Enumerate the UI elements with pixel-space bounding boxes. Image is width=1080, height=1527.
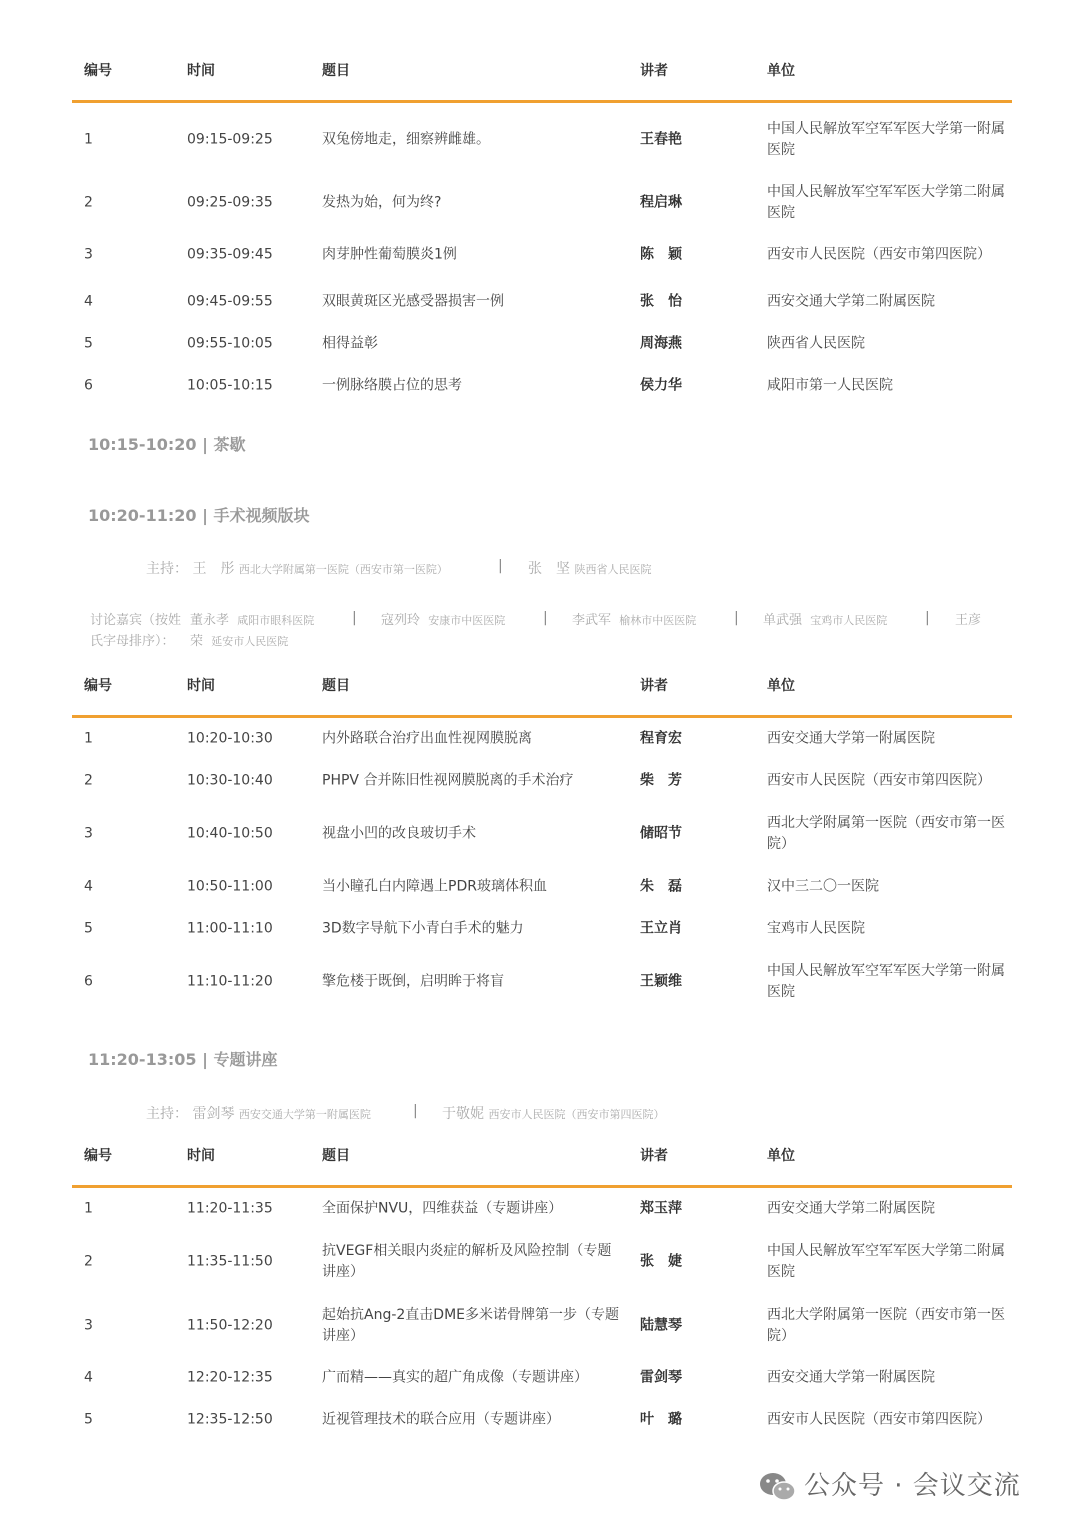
header-unit: 单位 <box>767 678 795 694</box>
row-time: 09:55-10:05 <box>187 335 273 352</box>
row-time: 11:20-11:35 <box>187 1200 273 1217</box>
header-topic: 题目 <box>322 678 350 694</box>
host-name: 张 坚 <box>528 561 570 577</box>
table-body <box>72 718 1012 1014</box>
table-row <box>72 103 1012 177</box>
table-row <box>72 229 1012 281</box>
table-row <box>72 365 1012 407</box>
row-topic: 内外路联合治疗出血性视网膜脱离 <box>322 730 532 747</box>
row-unit: 西北大学附属第一医院（西安市第一医院） <box>767 815 1005 852</box>
row-unit: 咸阳市第一人民医院 <box>767 377 893 394</box>
row-speaker: 雷剑琴 <box>640 1369 682 1386</box>
table-row <box>72 866 1012 908</box>
discussion-guest <box>381 610 505 631</box>
row-speaker: 侯力华 <box>640 377 682 394</box>
guest-unit: 榆林市中医医院 <box>619 614 697 627</box>
host-name: 雷剑琴 <box>192 1106 235 1122</box>
table-body <box>72 1188 1012 1441</box>
schedule-table-2 <box>72 675 1012 1014</box>
table-row <box>72 1230 1012 1294</box>
table-row <box>72 1357 1012 1399</box>
row-num: 6 <box>84 973 93 990</box>
header-speaker: 讲者 <box>640 678 668 694</box>
row-num: 1 <box>84 1200 93 1217</box>
row-time: 10:50-11:00 <box>187 878 273 895</box>
table-row <box>72 908 1012 950</box>
guest-name-part1: 王彦 <box>955 613 982 628</box>
row-topic: 当小瞳孔白内障遇上PDR玻璃体积血 <box>322 878 547 895</box>
header-time: 时间 <box>187 678 215 694</box>
row-num: 5 <box>84 920 93 937</box>
header-num: 编号 <box>84 678 112 694</box>
row-topic: 近视管理技术的联合应用（专题讲座） <box>322 1411 560 1428</box>
row-num: 4 <box>84 293 93 310</box>
row-unit: 宝鸡市人民医院 <box>767 920 865 937</box>
row-unit: 西安交通大学第二附属医院 <box>767 293 935 310</box>
guest-name: 单武强 <box>763 613 803 628</box>
row-time: 11:10-11:20 <box>187 973 273 990</box>
guest-unit: 咸阳市眼科医院 <box>237 614 315 627</box>
row-topic: 肉芽肿性葡萄膜炎1例 <box>322 246 457 263</box>
separator: | <box>925 610 930 626</box>
row-speaker: 陈 颖 <box>640 246 682 263</box>
row-unit: 西北大学附属第一医院（西安市第一医院） <box>767 1306 1005 1344</box>
row-speaker: 陆慧琴 <box>640 1317 682 1333</box>
row-topic: 双兔傍地走，细察辨雌雄。 <box>322 131 490 148</box>
host-unit: 西北大学附属第一医院（西安市第一医院） <box>238 563 448 576</box>
row-num: 1 <box>84 131 93 148</box>
row-unit: 西安交通大学第一附属医院 <box>767 730 935 747</box>
table-row <box>72 718 1012 760</box>
row-topic: 视盘小凹的改良玻切手术 <box>322 825 476 842</box>
row-time: 09:45-09:55 <box>187 293 273 310</box>
table-header <box>72 60 1012 103</box>
row-num: 2 <box>84 1253 93 1270</box>
section-heading-lectures: 11:20-13:05 | 专题讲座 <box>88 1050 278 1069</box>
guest-unit: 安康市中医医院 <box>428 614 506 627</box>
row-topic: 广而精——真实的超广角成像（专题讲座） <box>322 1369 588 1386</box>
host-unit: 西安市人民医院（西安市第四医院） <box>488 1108 665 1121</box>
row-unit: 西安市人民医院（西安市第四医院） <box>767 246 991 263</box>
discussion-label-line1: 讨论嘉宾（按姓 <box>90 613 182 628</box>
discussion-label <box>90 610 181 652</box>
row-time: 10:30-10:40 <box>187 772 273 789</box>
row-topic: 双眼黄斑区光感受器损害一例 <box>322 293 504 310</box>
guest-unit: 延安市人民医院 <box>211 635 289 648</box>
table-row <box>72 950 1012 1014</box>
host-unit: 西安交通大学第一附属医院 <box>238 1108 371 1121</box>
row-time: 11:35-11:50 <box>187 1253 273 1270</box>
row-topic: 起始抗Ang-2直击DME多米诺骨牌第一步（专题讲座） <box>322 1306 619 1344</box>
separator: | <box>543 610 548 626</box>
row-num: 1 <box>84 730 93 747</box>
watermark-text: 公众号 · 会议交流 <box>804 1471 1021 1501</box>
watermark <box>758 1465 1021 1503</box>
row-time: 12:20-12:35 <box>187 1369 273 1386</box>
schedule-table-3 <box>72 1145 1012 1441</box>
row-time: 11:00-11:10 <box>187 920 273 937</box>
host-line-2 <box>528 558 651 578</box>
discussion-guest <box>190 610 314 631</box>
row-unit: 西安交通大学第二附属医院 <box>767 1200 935 1217</box>
table-row <box>72 323 1012 365</box>
header-speaker: 讲者 <box>640 63 668 79</box>
row-speaker: 王颖维 <box>640 973 682 990</box>
row-speaker: 程育宏 <box>640 730 682 747</box>
wechat-icon <box>758 1471 798 1503</box>
section-heading-surgery-video: 10:20-11:20 | 手术视频版块 <box>88 506 310 525</box>
row-speaker: 朱 磊 <box>640 878 682 895</box>
header-unit: 单位 <box>767 63 795 79</box>
header-time: 时间 <box>187 63 215 79</box>
table-header <box>72 675 1012 718</box>
row-topic: 3D数字导航下小青白手术的魅力 <box>322 920 524 937</box>
table-row <box>72 1188 1012 1230</box>
row-unit: 中国人民解放军空军军医大学第二附属医院 <box>767 1243 1005 1280</box>
row-topic: 抗VEGF相关眼内炎症的解析及风险控制（专题讲座） <box>322 1243 612 1280</box>
row-speaker: 郑玉萍 <box>640 1200 682 1217</box>
row-time: 10:20-10:30 <box>187 730 273 747</box>
host-line-2 <box>442 1103 664 1123</box>
header-num: 编号 <box>84 63 112 79</box>
row-num: 4 <box>84 1369 93 1386</box>
schedule-table-1 <box>72 60 1012 407</box>
row-num: 2 <box>84 194 93 211</box>
row-time: 12:35-12:50 <box>187 1411 273 1428</box>
separator: | <box>352 610 357 626</box>
row-topic: 发热为始，何为终? <box>322 194 442 211</box>
row-unit: 中国人民解放军空军军医大学第二附属医院 <box>767 184 1005 221</box>
row-time: 10:40-10:50 <box>187 825 273 842</box>
host-line <box>146 1103 371 1123</box>
header-unit: 单位 <box>767 1148 795 1164</box>
row-topic: PHPV 合并陈旧性视网膜脱离的手术治疗 <box>322 772 574 789</box>
guest-name: 董永孝 <box>190 613 230 628</box>
row-unit: 陕西省人民医院 <box>767 335 865 352</box>
header-topic: 题目 <box>322 1148 350 1164</box>
row-time: 10:05-10:15 <box>187 377 273 394</box>
row-speaker: 张 怡 <box>640 293 682 310</box>
row-time: 09:15-09:25 <box>187 131 273 148</box>
table-row <box>72 1399 1012 1441</box>
row-speaker: 程启琳 <box>640 194 682 211</box>
host-label: 主持： <box>146 1106 188 1122</box>
guest-name-part2: 荣 <box>190 634 204 649</box>
table-row <box>72 1294 1012 1357</box>
host-name: 于敬妮 <box>442 1106 484 1122</box>
row-num: 3 <box>84 825 93 842</box>
row-topic: 擎危楼于既倒，启明眸于将盲 <box>322 973 504 990</box>
guest-name: 李武军 <box>572 613 612 628</box>
discussion-label-line2: 氏字母排序）： <box>90 634 175 649</box>
row-unit: 汉中三二〇一医院 <box>767 878 879 895</box>
row-num: 5 <box>84 335 93 352</box>
row-time: 09:35-09:45 <box>187 246 273 263</box>
discussion-guest <box>190 631 288 652</box>
row-unit: 西安市人民医院（西安市第四医院） <box>767 772 991 789</box>
row-num: 3 <box>84 1317 93 1333</box>
row-unit: 中国人民解放军空军军医大学第一附属医院 <box>767 963 1005 1000</box>
table-row <box>72 281 1012 323</box>
row-num: 5 <box>84 1411 93 1428</box>
host-unit: 陕西省人民医院 <box>574 563 652 576</box>
row-speaker: 王春艳 <box>640 131 682 148</box>
discussion-guest <box>955 610 981 631</box>
header-num: 编号 <box>84 1148 112 1164</box>
break-heading: 10:15-10:20 | 茶歇 <box>88 435 246 454</box>
host-label: 主持： <box>146 561 188 577</box>
row-topic: 一例脉络膜占位的思考 <box>322 377 462 394</box>
row-num: 6 <box>84 377 93 394</box>
host-line <box>146 558 448 578</box>
separator: | <box>734 610 739 626</box>
row-unit: 中国人民解放军空军军医大学第一附属医院 <box>767 121 1005 158</box>
header-topic: 题目 <box>322 63 350 79</box>
row-speaker: 叶 璐 <box>640 1411 682 1428</box>
row-topic: 全面保护NVU，四维获益（专题讲座） <box>322 1200 563 1217</box>
discussion-guest <box>763 610 887 631</box>
table-row <box>72 760 1012 802</box>
header-speaker: 讲者 <box>640 1148 668 1164</box>
table-row <box>72 177 1012 229</box>
table-body <box>72 103 1012 407</box>
table-row <box>72 802 1012 866</box>
row-num: 4 <box>84 878 93 895</box>
separator: | <box>498 558 503 574</box>
row-unit: 西安交通大学第一附属医院 <box>767 1369 935 1386</box>
table-header <box>72 1145 1012 1188</box>
row-speaker: 储昭节 <box>640 825 682 842</box>
separator: | <box>413 1103 418 1119</box>
row-topic: 相得益彰 <box>322 335 378 352</box>
row-num: 2 <box>84 772 93 789</box>
discussion-guest <box>572 610 696 631</box>
guest-unit: 宝鸡市人民医院 <box>810 614 888 627</box>
guest-name: 寇列玲 <box>381 613 421 628</box>
row-speaker: 柴 芳 <box>640 772 682 789</box>
host-name: 王 彤 <box>192 561 235 577</box>
row-speaker: 张 婕 <box>640 1253 682 1270</box>
row-unit: 西安市人民医院（西安市第四医院） <box>767 1411 991 1428</box>
row-speaker: 王立肖 <box>640 920 682 937</box>
row-speaker: 周海燕 <box>640 335 682 352</box>
row-time: 09:25-09:35 <box>187 194 273 211</box>
row-time: 11:50-12:20 <box>187 1317 273 1333</box>
header-time: 时间 <box>187 1148 215 1164</box>
row-num: 3 <box>84 246 93 263</box>
